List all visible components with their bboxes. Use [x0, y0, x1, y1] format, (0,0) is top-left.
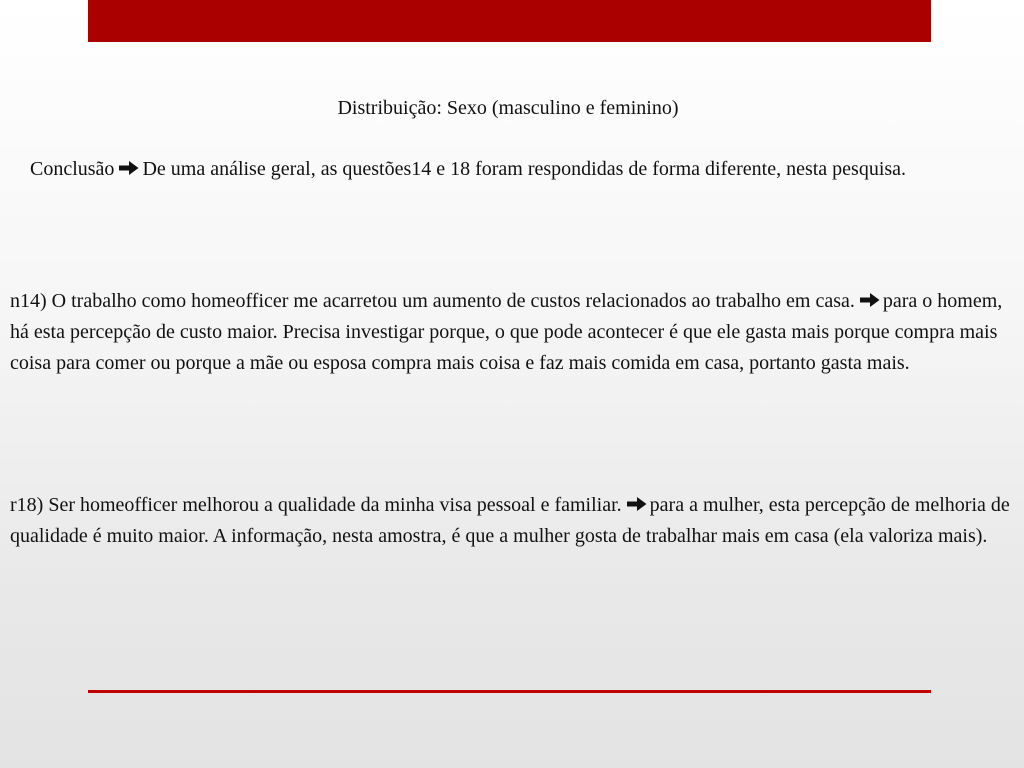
- finding-r18-analysis: para a mulher, esta percepção de melhoria de qualidade é muito maior. A informação, nesta amostra, é que a mulher gosta de trabalhar mais em casa (ela valoriza mais).: [10, 494, 1010, 547]
- conclusion-label: Conclusão: [30, 158, 115, 180]
- header-accent-bar: [88, 0, 931, 42]
- finding-n14-analysis: para o homem, há esta percepção de custo maior. Precisa investigar porque, o que pode acontecer é que ele gasta mais porque compra mais coisa para comer ou porque a mãe ou esposa compra mais coisa e faz mais comida em casa, portanto gasta mais.: [10, 290, 1003, 374]
- slide-subtitle: Distribuição: Sexo (masculino e feminino): [337, 97, 679, 119]
- footer-divider-line: [88, 690, 931, 693]
- finding-r18-statement: r18) Ser homeofficer melhorou a qualidade da minha visa pessoal e familiar.: [10, 494, 622, 516]
- conclusion-text: De uma análise geral, as questões14 e 18 foram respondidas de forma diferente, nesta pesquisa.: [142, 158, 907, 180]
- conclusion-paragraph: [30, 154, 930, 184]
- finding-r18-paragraph: [10, 490, 1014, 552]
- finding-n14-paragraph: [10, 286, 1014, 379]
- finding-n14-statement: n14) O trabalho como homeofficer me acarretou um aumento de custos relacionados ao trabalho em casa.: [10, 290, 855, 312]
- right-arrow-icon: [859, 292, 881, 308]
- right-arrow-icon: [118, 160, 140, 176]
- right-arrow-icon: [626, 496, 648, 512]
